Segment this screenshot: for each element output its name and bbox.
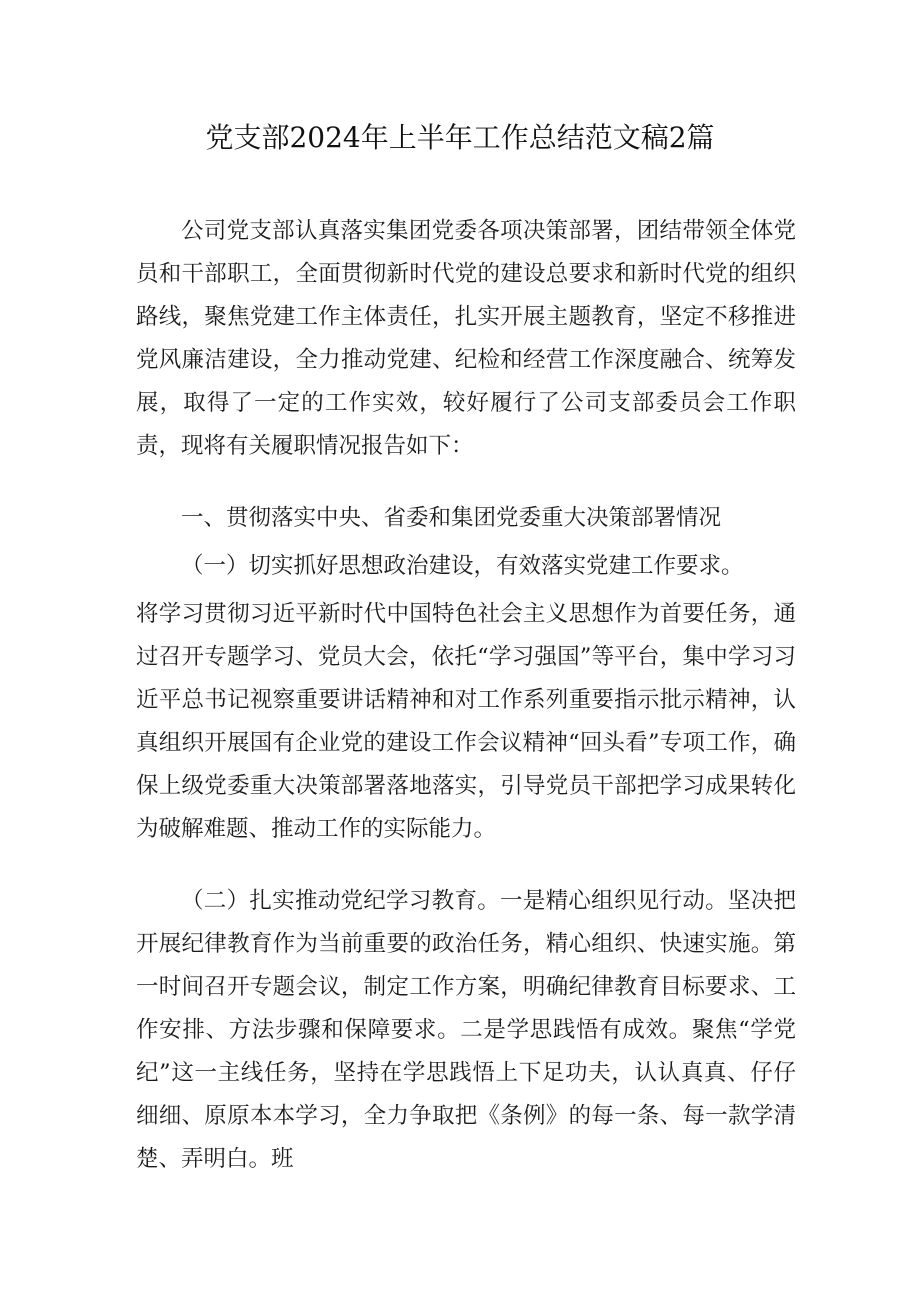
paragraph-political-building: 将学习贯彻习近平新时代中国特色社会主义思想作为首要任务，通过召开专题学习、党员大会，依托“学习强国”等平台，集中学习习近平总书记视察重要讲话精神和对工作系列重要指示批示精神，认真组织开展国有企业党的建设工作会议精神“回头看”专项工作，确保上级党委重大决策部署落地落实，引导党员干部把学习成果转化为破解难题、推动工作的实际能力。 <box>136 601 796 842</box>
document-title: 党支部2024年上半年工作总结范文稿2篇 <box>205 121 715 154</box>
section-heading-1: 一、贯彻落实中央、省委和集团党委重大决策部署情况 <box>181 505 722 531</box>
paragraph-intro: 公司党支部认真落实集团党委各项决策部署，团结带领全体党员和干部职工，全面贯彻新时代党的建设总要求和新时代党的组织路线，聚焦党建工作主体责任，扎实开展主题教育，坚定不移推进党风廉洁建设，全力推动党建、纪检和经营工作深度融合、统筹发展，取得了一定的工作实效，较好履行了公司支部委员会工作职责，现将有关履职情况报告如下： <box>136 218 796 459</box>
paragraph-discipline-education: （二）扎实推动党纪学习教育。一是精心组织见行动。坚决把开展纪律教育作为当前重要的政治任务，精心组织、快速实施。第一时间召开专题会议，制定工作方案，明确纪律教育目标要求、工作安排、方法步骤和保障要求。二是学思践悟有成效。聚焦“学党纪”这一主线任务，坚持在学思践悟上下足功夫，认认真真、仔仔细细、原原本本学习，全力争取把《条例》的每一条、每一款学清楚、弄明白。班 <box>136 888 796 1172</box>
subsection-heading-1: （一）切实抓好思想政治建设，有效落实党建工作要求。 <box>181 553 744 579</box>
